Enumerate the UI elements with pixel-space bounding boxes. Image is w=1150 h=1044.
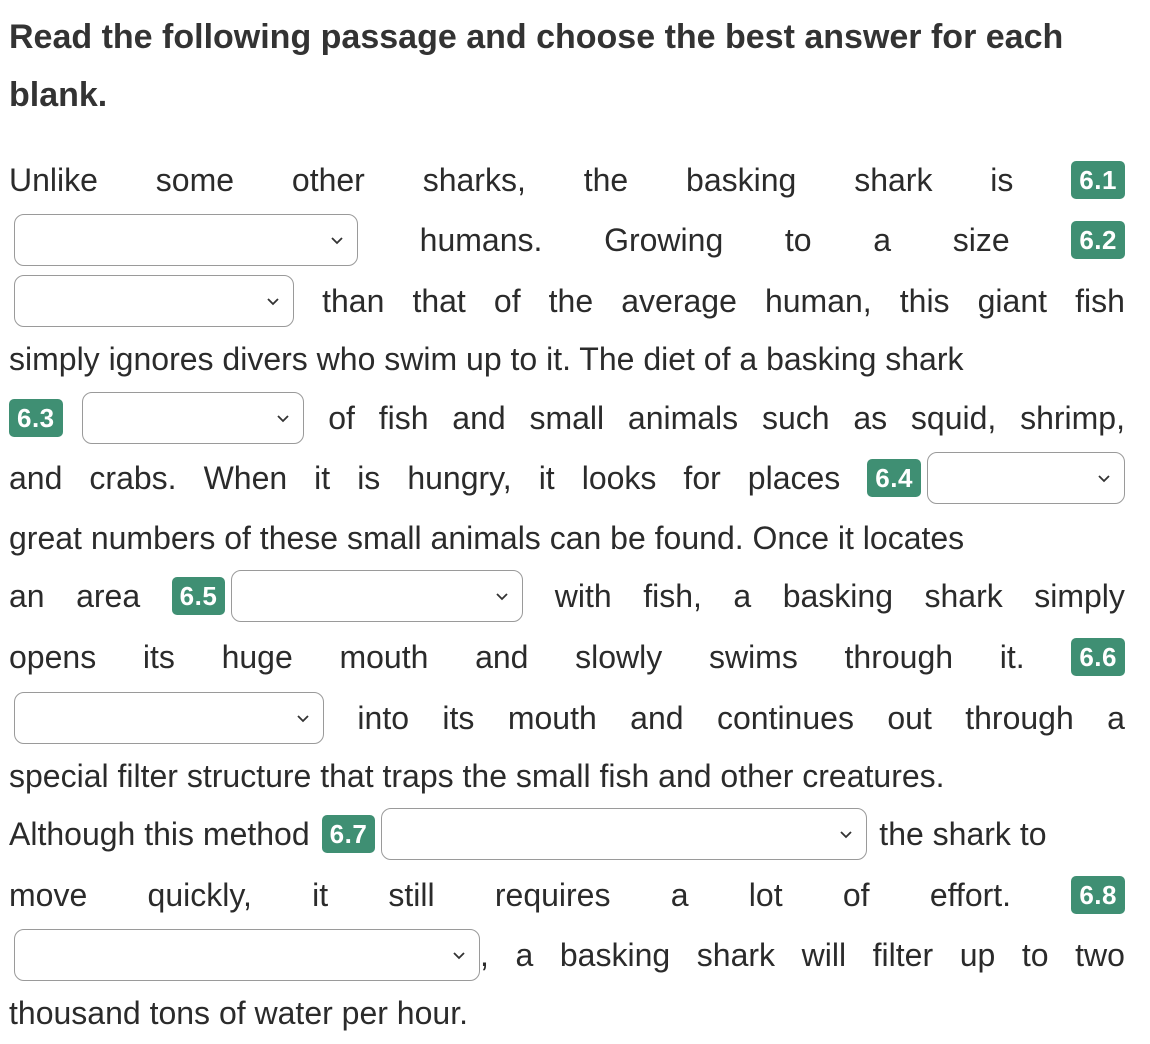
word: When — [203, 459, 288, 496]
blank-number-badge: 6.4 — [867, 459, 921, 497]
word: into — [357, 699, 409, 736]
word: shark — [854, 161, 933, 198]
answer-select-6-5[interactable] — [231, 570, 523, 622]
passage-line-1 — [9, 151, 1125, 209]
word: a — [733, 577, 752, 614]
word: fish — [378, 399, 429, 436]
word: move — [9, 876, 88, 913]
passage-line-6 — [9, 449, 1125, 507]
blank-number-badge: 6.6 — [1071, 638, 1125, 676]
passage-line-2 — [9, 211, 1125, 269]
word: basking — [686, 161, 797, 198]
instruction-heading: Read the following passage and choose the best answer for each blank. — [9, 18, 1064, 114]
word: basking — [559, 936, 671, 973]
comma: , — [480, 936, 489, 973]
passage-line-10 — [9, 689, 1125, 747]
blank-6-8 — [9, 929, 489, 981]
word: out — [887, 699, 932, 736]
blank-number-badge: 6.2 — [1071, 221, 1125, 259]
word: a — [1107, 699, 1125, 736]
word: it. — [999, 638, 1025, 675]
passage-line-15 — [9, 984, 1125, 1042]
word: mouth — [339, 638, 429, 675]
word: filter — [872, 936, 934, 973]
word: huge — [221, 638, 293, 675]
passage-text: special filter structure that traps the small fish and other creatures. — [9, 757, 945, 794]
word: is — [990, 161, 1014, 198]
word: an — [9, 577, 45, 614]
word: through — [844, 638, 954, 675]
word: its — [142, 638, 175, 675]
answer-select-6-2[interactable] — [14, 275, 294, 327]
answer-select-6-3[interactable] — [82, 392, 304, 444]
word: size — [952, 221, 1010, 258]
word: and — [9, 459, 63, 496]
blank-number-badge: 6.3 — [9, 399, 63, 437]
answer-select-6-1[interactable] — [14, 214, 358, 266]
word: human, — [764, 282, 872, 319]
word: area — [76, 577, 141, 614]
word: the — [548, 282, 594, 319]
chevron-down-icon — [494, 588, 510, 604]
answer-select-6-7[interactable] — [381, 808, 867, 860]
word: some — [155, 161, 235, 198]
word: shrimp, — [1020, 399, 1125, 436]
word: mouth — [507, 699, 597, 736]
chevron-down-icon — [329, 232, 345, 248]
word: a — [873, 221, 892, 258]
word: shark — [924, 577, 1003, 614]
blank-number-badge: 6.5 — [172, 577, 226, 615]
word: slowly — [575, 638, 663, 675]
word: this — [899, 282, 950, 319]
word: of — [493, 282, 521, 319]
blank-6-5 — [172, 570, 524, 622]
word: a — [670, 876, 689, 913]
word: and — [630, 699, 684, 736]
word: as — [853, 399, 888, 436]
word: continues — [716, 699, 854, 736]
word: giant — [977, 282, 1048, 319]
word: quickly, — [147, 876, 252, 913]
answer-select-6-8[interactable] — [14, 929, 480, 981]
word: will — [801, 936, 847, 973]
chevron-down-icon — [1096, 470, 1112, 486]
word: and — [475, 638, 529, 675]
chevron-down-icon — [838, 826, 854, 842]
word: its — [442, 699, 475, 736]
passage-line-4 — [9, 330, 1125, 388]
word: such — [761, 399, 830, 436]
word: average — [621, 282, 737, 319]
word: small — [529, 399, 605, 436]
word: fish — [1075, 282, 1125, 319]
word: places — [747, 459, 841, 496]
word: Growing — [604, 221, 724, 258]
blank-6-4 — [867, 452, 1125, 504]
word: a — [515, 936, 534, 973]
word: with — [554, 577, 612, 614]
word: is — [357, 459, 381, 496]
passage-line-8 — [9, 567, 1125, 625]
word: fish, — [643, 577, 702, 614]
chevron-down-icon — [265, 293, 281, 309]
word: still — [388, 876, 435, 913]
word: squid, — [910, 399, 997, 436]
blank-number-badge: 6.8 — [1071, 876, 1125, 914]
word: up — [959, 936, 996, 973]
passage-text: the shark to — [879, 815, 1047, 852]
blank-number-badge: 6.7 — [322, 815, 376, 853]
word: to — [784, 221, 812, 258]
word: Unlike — [9, 161, 98, 198]
word: looks — [581, 459, 657, 496]
word: hungry, — [407, 459, 512, 496]
word: crabs. — [89, 459, 177, 496]
passage-line-11 — [9, 747, 1125, 805]
word: it — [312, 876, 329, 913]
chevron-down-icon — [275, 410, 291, 426]
word: effort. — [929, 876, 1012, 913]
word: to — [1021, 936, 1049, 973]
passage-text: simply ignores divers who swim up to it. The diet of a basking shark — [9, 340, 964, 377]
chevron-down-icon — [451, 947, 467, 963]
word: shark — [696, 936, 776, 973]
passage-line-12 — [9, 805, 1125, 863]
word: other — [291, 161, 365, 198]
word: that — [412, 282, 466, 319]
word: the — [583, 161, 629, 198]
word: requires — [494, 876, 611, 913]
word: of — [328, 399, 355, 436]
passage-text: Although this method — [9, 815, 310, 852]
word: simply — [1034, 577, 1125, 614]
passage-line-13 — [9, 866, 1125, 924]
word: it — [538, 459, 555, 496]
word: through — [965, 699, 1074, 736]
word: than — [322, 282, 385, 319]
passage-text: thousand tons of water per hour. — [9, 994, 468, 1031]
word: of — [842, 876, 870, 913]
answer-select-6-6[interactable] — [14, 692, 324, 744]
passage-line-7 — [9, 509, 1125, 567]
word: humans. — [419, 221, 543, 258]
word: for — [683, 459, 721, 496]
answer-select-6-4[interactable] — [927, 452, 1125, 504]
word: opens — [9, 638, 97, 675]
passage-line-14 — [9, 926, 1125, 984]
word: and — [452, 399, 506, 436]
word: it — [314, 459, 331, 496]
passage-line-9 — [9, 628, 1125, 686]
chevron-down-icon — [295, 710, 311, 726]
word: sharks, — [422, 161, 526, 198]
blank-number-badge: 6.1 — [1071, 161, 1125, 199]
word: two — [1075, 936, 1125, 973]
passage-text: great numbers of these small animals can be found. Once it locates — [9, 519, 965, 556]
word: animals — [627, 399, 739, 436]
word: lot — [748, 876, 783, 913]
passage-line-5 — [9, 389, 1125, 447]
passage-line-3 — [9, 272, 1125, 330]
word: basking — [782, 577, 893, 614]
word: swims — [708, 638, 798, 675]
